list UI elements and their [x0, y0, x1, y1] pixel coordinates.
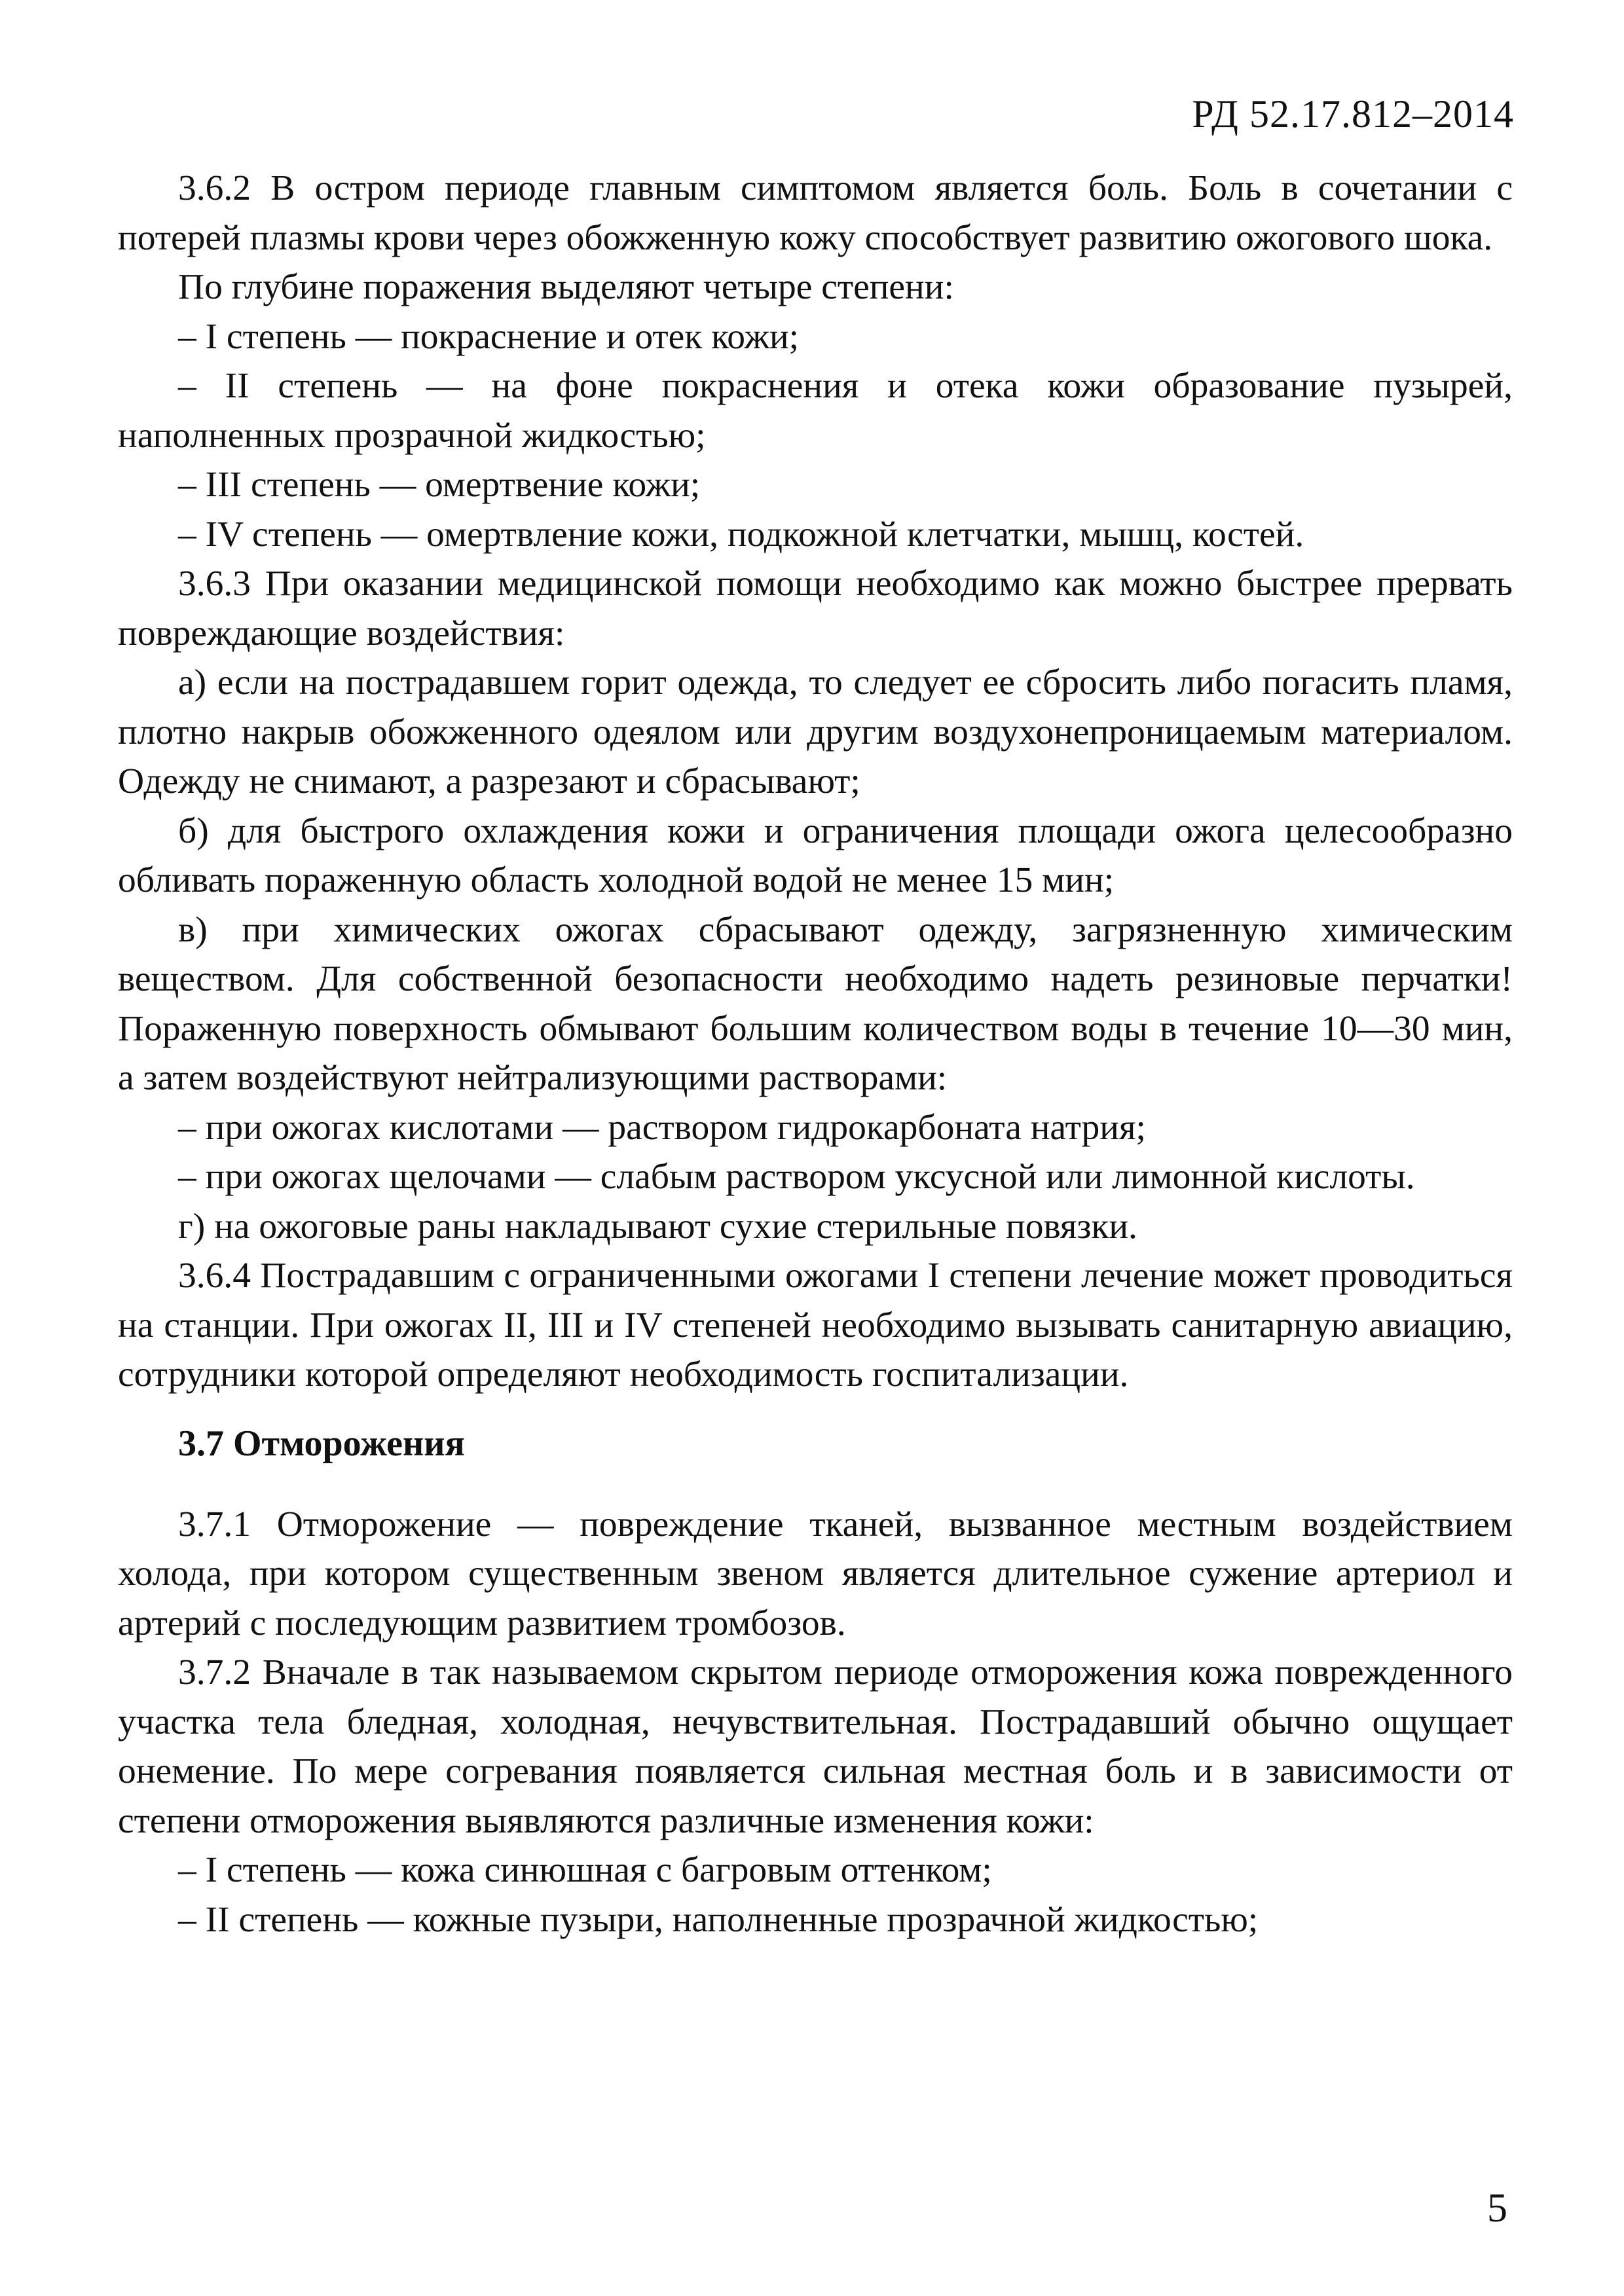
- paragraph-3-6-4: 3.6.4 Пострадавшим с ограниченными ожогами I степени лечение может проводиться на станции. При ожогах II, III и IV степеней необходимо вызывать санитарную авиацию, сотрудники которой определяют необходимость госпитализации.: [118, 1256, 1513, 1394]
- list-item-burn-degree-1: – I степень — покраснение и отек кожи;: [178, 316, 800, 357]
- document-code-header: РД 52.17.812–2014: [1192, 92, 1514, 136]
- paragraph-3-7-1: 3.7.1 Отморожение — повреждение тканей, вызванное местным воздействием холода, при котором существенным звеном является длительное сужение артериол и артерий с последующим развитием тромбозов.: [118, 1504, 1513, 1643]
- paragraph-3-6-2: 3.6.2 В остром периоде главным симптомом является боль. Боль в сочетании с потерей плазмы крови через обожженную кожу способствует развитию ожогового шока.: [118, 168, 1513, 258]
- list-item-v: в) при химических ожогах сбрасывают одежду, загрязненную химическим веществом. Для собственной безопасности необходимо надеть резиновые перчатки! Пораженную поверхность обмывают большим количеством воды в течение 10—30 мин, а затем воздействуют нейтрализующими растворами:: [118, 909, 1513, 1098]
- list-item-frostbite-degree-1: – I степень — кожа синюшная с багровым оттенком;: [178, 1850, 992, 1890]
- paragraph-depth-intro: По глубине поражения выделяют четыре степени:: [178, 267, 954, 307]
- page-number: 5: [1487, 2186, 1507, 2231]
- list-item-alkali-burns: – при ожогах щелочами — слабым раствором уксусной или лимонной кислоты.: [178, 1157, 1415, 1197]
- section-heading-3-7: 3.7 Отморожения: [178, 1423, 465, 1464]
- list-item-a: а) если на пострадавшем горит одежда, то следует ее сбросить либо погасить пламя, плотно накрыв обожженного одеялом или другим воздухонепроницаемым материалом. Одежду не снимают, а разрезают и сбрасывают;: [118, 663, 1513, 801]
- list-item-burn-degree-2: – II степень — на фоне покраснения и отека кожи образование пузырей, наполненных прозрачной жидкостью;: [118, 366, 1513, 456]
- list-item-b: б) для быстрого охлаждения кожи и ограничения площади ожога целесообразно обливать пораженную область холодной водой не менее 15 мин;: [118, 811, 1513, 900]
- paragraph-3-6-3: 3.6.3 При оказании медицинской помощи необходимо как можно быстрее прервать повреждающие воздействия:: [118, 564, 1513, 653]
- paragraph-3-7-2: 3.7.2 Вначале в так называемом скрытом периоде отморожения кожа поврежденного участка тела бледная, холодная, нечувствительная. Пострадавший обычно ощущает онемение. По мере согревания появляется сильная местная боль и в зависимости от степени отморожения выявляются различные изменения кожи:: [118, 1652, 1513, 1841]
- list-item-acid-burns: – при ожогах кислотами — раствором гидрокарбоната натрия;: [178, 1107, 1146, 1148]
- list-item-burn-degree-3: – III степень — омертвение кожи;: [178, 465, 701, 505]
- list-item-frostbite-degree-2: – II степень — кожные пузыри, наполненные прозрачной жидкостью;: [178, 1899, 1259, 1940]
- list-item-g: г) на ожоговые раны накладывают сухие стерильные повязки.: [178, 1206, 1137, 1247]
- list-item-burn-degree-4: – IV степень — омертвление кожи, подкожной клетчатки, мышц, костей.: [178, 514, 1304, 555]
- page-body: [118, 164, 1513, 1944]
